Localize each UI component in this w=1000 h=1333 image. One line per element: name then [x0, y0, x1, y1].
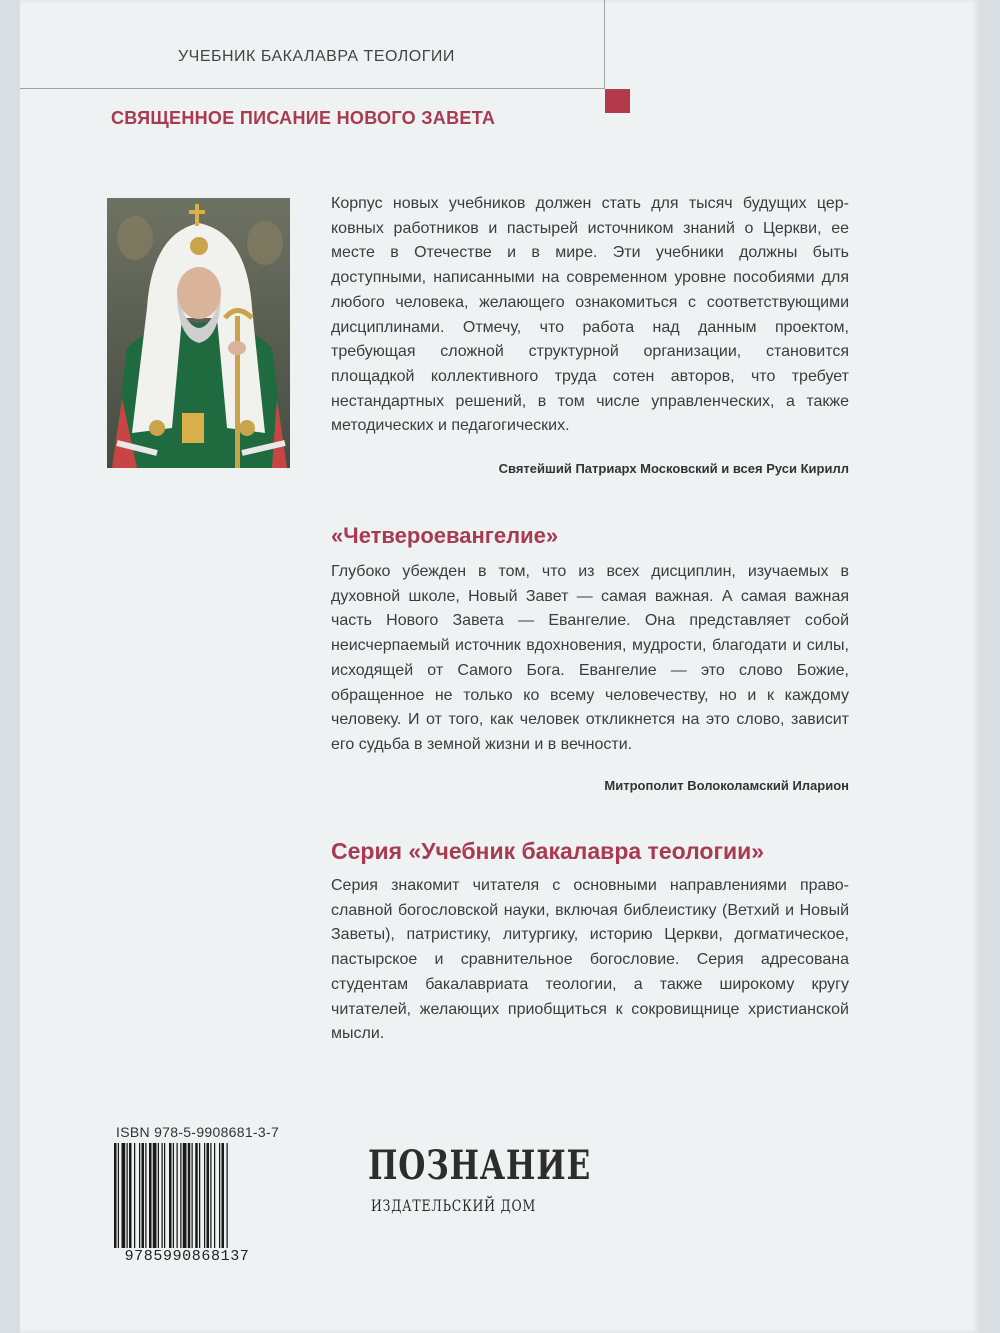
barcode-bar [214, 1143, 215, 1251]
metropolitan-signature: Митрополит Волоколамский Иларион [604, 778, 849, 793]
barcode-bar [180, 1143, 181, 1251]
barcode-bar [227, 1143, 228, 1263]
barcode-bar [192, 1143, 193, 1251]
barcode-bar [177, 1143, 178, 1251]
barcode-bar [210, 1143, 211, 1251]
barcode-bar [127, 1143, 128, 1251]
patriarch-photo [107, 198, 290, 468]
barcode-bar [139, 1143, 140, 1251]
barcode-bar [164, 1143, 165, 1251]
barcode-bar [207, 1143, 210, 1251]
barcode-bar [153, 1143, 157, 1251]
barcode-bar [195, 1143, 198, 1251]
accent-square [605, 89, 630, 113]
barcode-bar [204, 1143, 205, 1251]
series-label: УЧЕБНИК БАКАЛАВРА ТЕОЛОГИИ [178, 48, 455, 65]
barcode-bar [158, 1143, 159, 1251]
isbn-label: ISBN 978-5-9908681-3-7 [116, 1124, 280, 1140]
barcode-bar [188, 1143, 191, 1251]
publisher-logo-subtitle: ИЗДАТЕЛЬСКИЙ ДОМ [371, 1196, 537, 1215]
barcode-bar [145, 1143, 146, 1251]
patriarch-quote: Корпус новых учебников должен стать для тысяч будущих церковных работников и пастырей источником знаний о Церкви, ее месте в Отечестве и в мире. Эти учебники должны быть доступными, написанными на современном уровне пособиями для любого человека, желающего ознакомиться с соответствующими дисциплинами. Отмечу, что работа над данным проектом, требующая сложной структурной организации, становится площадкой коллективного труда сотен авторов, что требует нестандартных решений, в том числе управленческих, а также методических и педагогических. [331, 195, 849, 435]
barcode-bar [199, 1143, 200, 1251]
barcode-bar [118, 1143, 119, 1263]
publisher-logo-name: ПОЗНАНИЕ [368, 1142, 592, 1189]
header-rule-horizontal [20, 88, 605, 89]
barcode-bar [122, 1143, 126, 1251]
series-description: Серия знакомит читателя с основными направлениями православной богословской науки, включая библеистику (Ветхий и Новый Заветы), патристику, литургику, историю Церкви, догматическое, пастырское и сравнительное богословие. Серия адресована студентам бакалавриата теологии, а также широкому кругу читателей, желающих приобщиться к сокровищнице христианской мысли. [331, 877, 849, 1043]
header-rule-vertical [604, 0, 605, 89]
barcode-bar [129, 1143, 132, 1251]
section-heading-gospels: «Четвероевангелие» [331, 523, 559, 548]
barcode-bar [114, 1143, 117, 1263]
barcode-bar [183, 1143, 187, 1251]
section-heading-series: Серия «Учебник бакалавра теологии» [331, 838, 765, 864]
barcode-bar [162, 1143, 163, 1251]
metropolitan-quote: Глубоко убежден в том, что из всех дисциплин, изучаемых в духовной школе, Новый Завет — самая важная. А самая важная часть Нового Завета — Евангелие. Она представляет собой неисчерпаемый источник вдохновения, мудрости, благодати и силы, исходящей от Самого Бога. Евангелие — это слово Божие, обращенное не только ко всему человечеству, но и к каждому человеку. И от того, как человек откликнется на это слово, зависит его судьба в земной жизни и в вечности. [331, 563, 849, 753]
barcode-bar [169, 1143, 172, 1251]
barcode-bar [173, 1143, 174, 1263]
barcode-bar [219, 1143, 220, 1251]
barcode-bar [134, 1143, 135, 1251]
barcode-bar [149, 1143, 152, 1251]
barcode-bar [222, 1143, 225, 1251]
patriarch-signature: Святейший Патриарх Московский и всея Руси Кирилл [498, 461, 849, 476]
barcode-bar [142, 1143, 145, 1251]
subject-title: СВЯЩЕННОЕ ПИСАНИЕ НОВОГО ЗАВЕТА [111, 108, 496, 128]
barcode-number: 9785990868137 [104, 1248, 270, 1265]
